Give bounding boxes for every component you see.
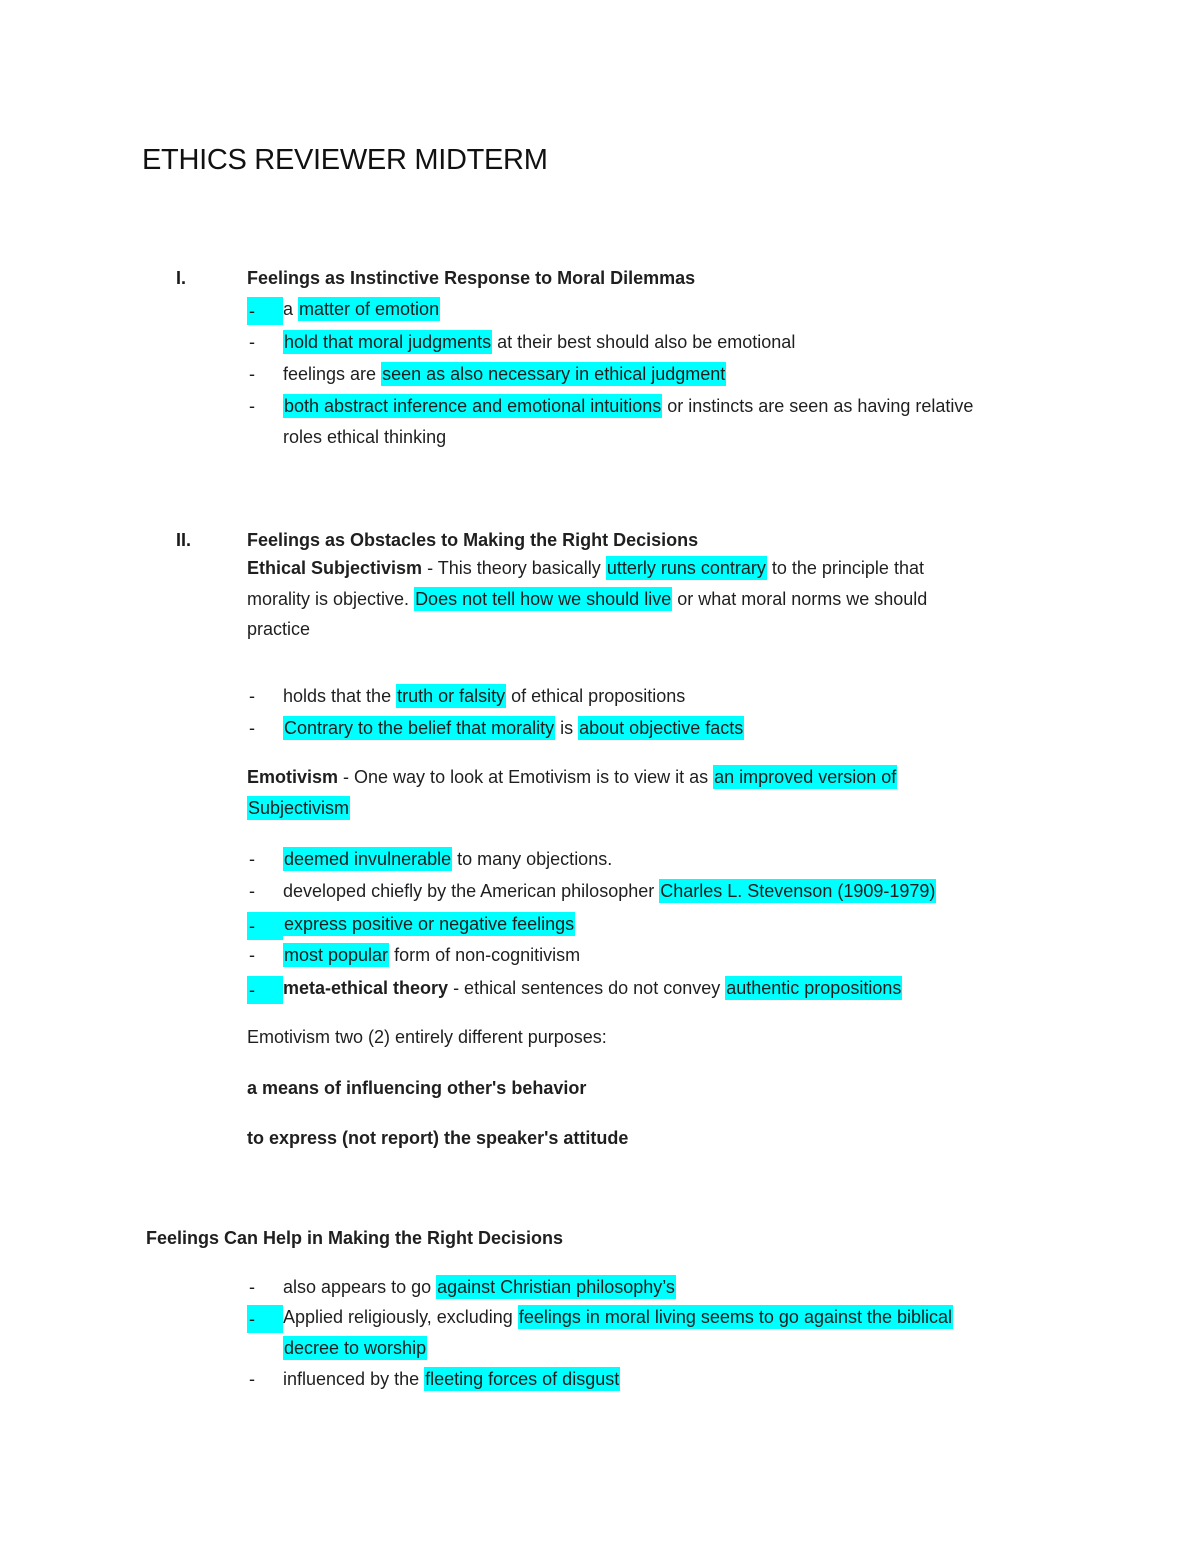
item-text: influenced by the	[283, 1369, 425, 1389]
bullet-dash: -	[247, 912, 283, 940]
item-continuation: roles ethical thinking	[283, 427, 447, 447]
highlighted-text: express positive or negative feelings	[284, 914, 575, 934]
subjectivism-paragraph	[247, 553, 1027, 645]
highlighted-text: feelings in moral living seems to go against the biblical	[518, 1307, 953, 1327]
highlighted-text: utterly runs contrary	[606, 558, 766, 578]
list-item	[283, 297, 440, 321]
item-text: holds that the	[283, 686, 397, 706]
item-text: form of non-cognitivism	[389, 945, 581, 965]
item-text: Applied religiously, excluding	[283, 1307, 518, 1327]
item-text: feelings are	[283, 364, 382, 384]
section-3-heading: Feelings Can Help in Making the Right Decisions	[146, 1228, 564, 1248]
section-2-numeral: II.	[176, 530, 192, 550]
list-item	[283, 847, 612, 871]
list-item	[283, 1305, 953, 1329]
highlighted-text: Subjectivism	[248, 797, 350, 818]
bullet-dash: -	[247, 1305, 283, 1333]
section-1-heading: Feelings as Instinctive Response to Moral Dilemmas	[247, 268, 696, 288]
bullet-dash: -	[247, 297, 283, 325]
highlighted-text: both abstract inference and emotional intuitions	[284, 396, 662, 416]
highlighted-text: an improved version of	[714, 767, 897, 787]
bullet-dash: -	[249, 332, 255, 352]
highlighted-text: Contrary to the belief that morality	[284, 718, 555, 738]
paragraph-text: - This theory basically	[422, 558, 606, 578]
bullet-dash: -	[249, 1277, 255, 1297]
section-1-numeral: I.	[176, 268, 187, 288]
item-text: a	[283, 299, 299, 319]
list-item	[283, 943, 580, 967]
list-item	[283, 684, 685, 708]
bullet-dash: -	[249, 686, 255, 706]
highlighted-text: deemed invulnerable	[284, 849, 452, 869]
list-item	[283, 976, 902, 1000]
list-item	[283, 1275, 676, 1299]
list-item	[283, 912, 575, 936]
purpose-1: a means of influencing other's behavior	[247, 1078, 587, 1098]
term-meta-ethical-theory: meta-ethical theory	[283, 978, 449, 998]
bullet-dash: -	[249, 364, 255, 384]
highlighted-text: Does not tell how we should live	[415, 588, 672, 609]
item-text: or instincts are seen as having relative	[662, 396, 974, 416]
paragraph-text: practice	[247, 619, 311, 639]
bullet-dash: -	[249, 945, 255, 965]
purpose-2: to express (not report) the speaker's attitude	[247, 1128, 629, 1148]
bullet-dash: -	[249, 718, 255, 738]
highlighted-text: fleeting forces of disgust	[425, 1369, 620, 1389]
highlighted-text: matter of emotion	[299, 299, 440, 319]
item-text: at their best should also be emotional	[492, 332, 796, 352]
item-text: developed chiefly by the American philosopher	[283, 881, 660, 901]
highlighted-text: about objective facts	[579, 718, 744, 738]
item-text: also appears to go	[283, 1277, 437, 1297]
list-item	[283, 362, 726, 386]
highlighted-text: decree to worship	[284, 1338, 427, 1358]
highlighted-text: truth or falsity	[397, 686, 506, 706]
bullet-dash: -	[249, 396, 255, 416]
paragraph-text: to the principle that	[766, 558, 924, 578]
list-item	[283, 1367, 620, 1391]
paragraph-text: - One way to look at Emotivism is to view it as	[338, 767, 714, 787]
paragraph-text: or what moral norms we should	[672, 588, 928, 609]
list-item	[283, 394, 973, 418]
page-title: ETHICS REVIEWER MIDTERM	[142, 144, 548, 176]
list-item	[283, 330, 795, 354]
emotivism-paragraph	[247, 762, 1027, 823]
term-ethical-subjectivism: Ethical Subjectivism	[247, 558, 423, 578]
item-text: to many objections.	[452, 849, 613, 869]
highlighted-text: against Christian philosophy’s	[437, 1277, 675, 1297]
highlighted-text: authentic propositions	[726, 978, 902, 998]
bullet-dash: -	[249, 1369, 255, 1389]
highlighted-text: seen as also necessary in ethical judgment	[382, 364, 726, 384]
item-text: - ethical sentences do not convey	[448, 978, 726, 998]
bullet-dash: -	[249, 849, 255, 869]
term-emotivism: Emotivism	[247, 767, 339, 787]
highlighted-text: hold that moral judgments	[284, 332, 492, 352]
paragraph-text: morality is objective.	[247, 588, 415, 609]
section-2-heading: Feelings as Obstacles to Making the Right Decisions	[247, 530, 699, 550]
list-item	[283, 879, 936, 903]
item-continuation	[283, 1336, 427, 1360]
highlighted-text: most popular	[284, 945, 389, 965]
bullet-dash: -	[249, 881, 255, 901]
purposes-intro: Emotivism two (2) entirely different purposes:	[247, 1027, 607, 1047]
item-text: of ethical propositions	[506, 686, 686, 706]
list-item	[283, 716, 744, 740]
item-text: is	[555, 718, 579, 738]
highlighted-text: Charles L. Stevenson (1909-1979)	[660, 881, 936, 901]
bullet-dash: -	[247, 976, 283, 1004]
